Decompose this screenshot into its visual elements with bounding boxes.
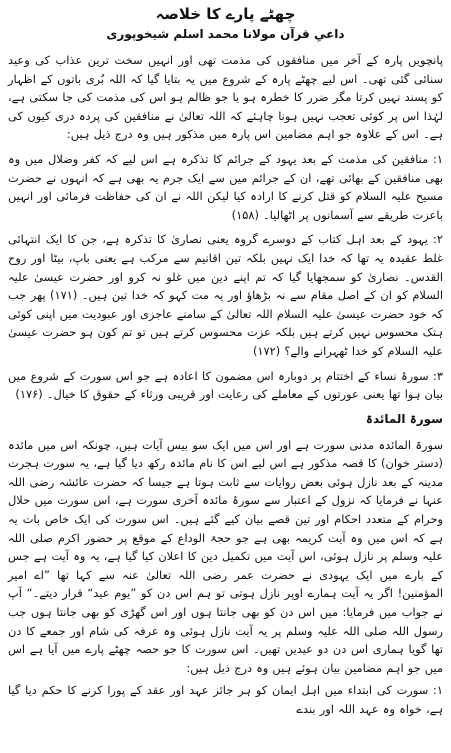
intro-paragraph: پانچویں پارہ کے آخر میں منافقوں کی مذمت تھی اور انہیں سخت ترین عذاب کی وعید سنائی گئی تھی۔ اس لیے چھٹے پارہ کے شروع میں یہ بتایا گیا کہ اللہ بُری باتوں کے اظہار کو پسند نہیں کرتا مگر ضرر کا خطرہ ہو یا جو ظالم ہو اس کی مذمت کی جا سکتی ہے، لہٰذا اس پر کوئی تعجب نہیں ہونا چاہئے کہ اللہ تعالیٰ نے منافقین کی پردہ دری کیوں کی ہے۔ اس کے علاوہ جو اہم مضامین اس پارہ میں مذکور ہیں وہ درج ذیل ہیں:: [8, 53, 443, 142]
point-3-paragraph: ۳: سورۂ نساء کے اختتام پر دوبارہ اس مضمون کا اعادہ ہے جو اس سورت کے شروع میں بیان ہوا تھا یعنی عورتوں کے معاملے کی رعایت اور قریبی ورثاء کے حقوق کا خیال۔ (۱۷۶): [8, 368, 443, 402]
maida-point-1-paragraph: ۱: سورت کی ابتداء میں اہل ایمان کو ہر جائز عہد اور عقد کے پورا کرنے کا حکم دیا گیا ہے، خواہ وہ عہد اللہ اور بندے: [8, 683, 443, 716]
maida-intro-paragraph: سورۃ المائدہ مدنی سورت ہے اور اس میں ایک سو بیس آیات ہیں، چونکہ اس میں مائدہ (دستر خوان) کا قصہ مذکور ہے اس لیے اس کا نام مائدہ رکھ دیا گیا ہے، یہ سورت ہجرت مدینہ کے بعد نازل ہوئی بعض روایات سے ثابت ہوتا ہے جیسا کہ حضرت عائشہ رضی اللہ عنہا نے فرمایا کہ نزول کے اعتبار سے سورۂ مائدہ آخری سورت ہے، اس سورت میں حلال وحرام کے متعدد احکام اور تین قصے بیان کیے گئے ہیں۔ اس سورت کی ایک خاص بات یہ ہے کہ اس میں وہ آیت کریمہ بھی ہے جو حجۃ الوداع کے موقع پر حضور اکرم صلی اللہ علیہ وسلم پر نازل ہوئی، اس آیت میں تکمیل دین کا اعلان کیا گیا ہے، یہ وہ آیت ہے جس کے بارے میں ایک یہودی نے حضرت عمر رضی اللہ تعالیٰ عنہ سے کہا تھا ”اے امیر المؤمنین! اگر یہ آیت ہمارے اوپر نازل ہوتی تو ہم اس دن کو ”یوم عید“ قرار دیتے۔“ آپ نے جواب میں فرمایا: میں اس دن کو بھی جانتا ہوں اور اس گھڑی کو بھی جانتا ہوں جب رسول اللہ صلی اللہ علیہ وسلم پر یہ آیت نازل ہوئی وہ عرفہ کی شام اور جمعے کا دن تھا گویا ہماری اس دن دو عیدیں تھیں۔ اس سورت کا جو حصہ چھٹے پارے میں آیا ہے اس میں جو اہم مضامین بیان ہوئے ہیں وہ درج ذیل ہیں:: [8, 437, 443, 675]
point-1-paragraph: ۱: منافقین کی مذمت کے بعد یہود کے جرائم کا تذکرہ ہے اس لیے کہ کفر وضلال میں وہ بھی منافقین کے بھائی تھے، ان کے جرائم میں سے ایک جرم یہ بھی ہے کہ انہوں نے حضرت مسیح علیہ السلام کو قتل کرنے کا ارادہ کیا لیکن اللہ نے ان کی حفاظت فرمائی اور انہیں باعزت طریقے سے آسمانوں پر اٹھالیا۔ (۱۵۸): [8, 151, 443, 222]
point-2-paragraph: ۲: یہود کے بعد اہل کتاب کے دوسرے گروہ یعنی نصاریٰ کا تذکرہ ہے، جن کا ایک انتہائی غلط عقیدہ یہ تھا کہ خدا ایک نہیں بلکہ تین اقانیم سے مرکب ہے یعنی باپ، بیٹا اور روح القدس۔ نصاریٰ کو سمجھایا گیا کہ تم اپنے دین میں غلو نہ کرو اور حضرت عیسیٰ علیہ السلام کو ان کے اصل مقام سے نہ بڑھاؤ اور یہ مت کہو کہ خدا تین ہیں۔ (۱۷۱) پھر جب کہ خود حضرت عیسیٰ علیہ السلام اللہ تعالیٰ کے سامنے عاجزی اور عبودیت میں اپنی کوئی ہتک محسوس نہیں کرتے ہیں بلکہ عزت محسوس کرتے ہیں تو تم کون ہو حضرت عیسیٰ علیہ السلام کو خدا ٹھہرانے والے؟ (۱۷۲): [8, 232, 443, 358]
author-byline: داعیِ قرآن مولانا محمد اسلم شیخوپوری: [106, 27, 345, 41]
section-heading-maida: سورۃ المائدۃ: [365, 411, 443, 426]
page-title: چھٹے پارے کا خلاصہ: [155, 5, 296, 23]
